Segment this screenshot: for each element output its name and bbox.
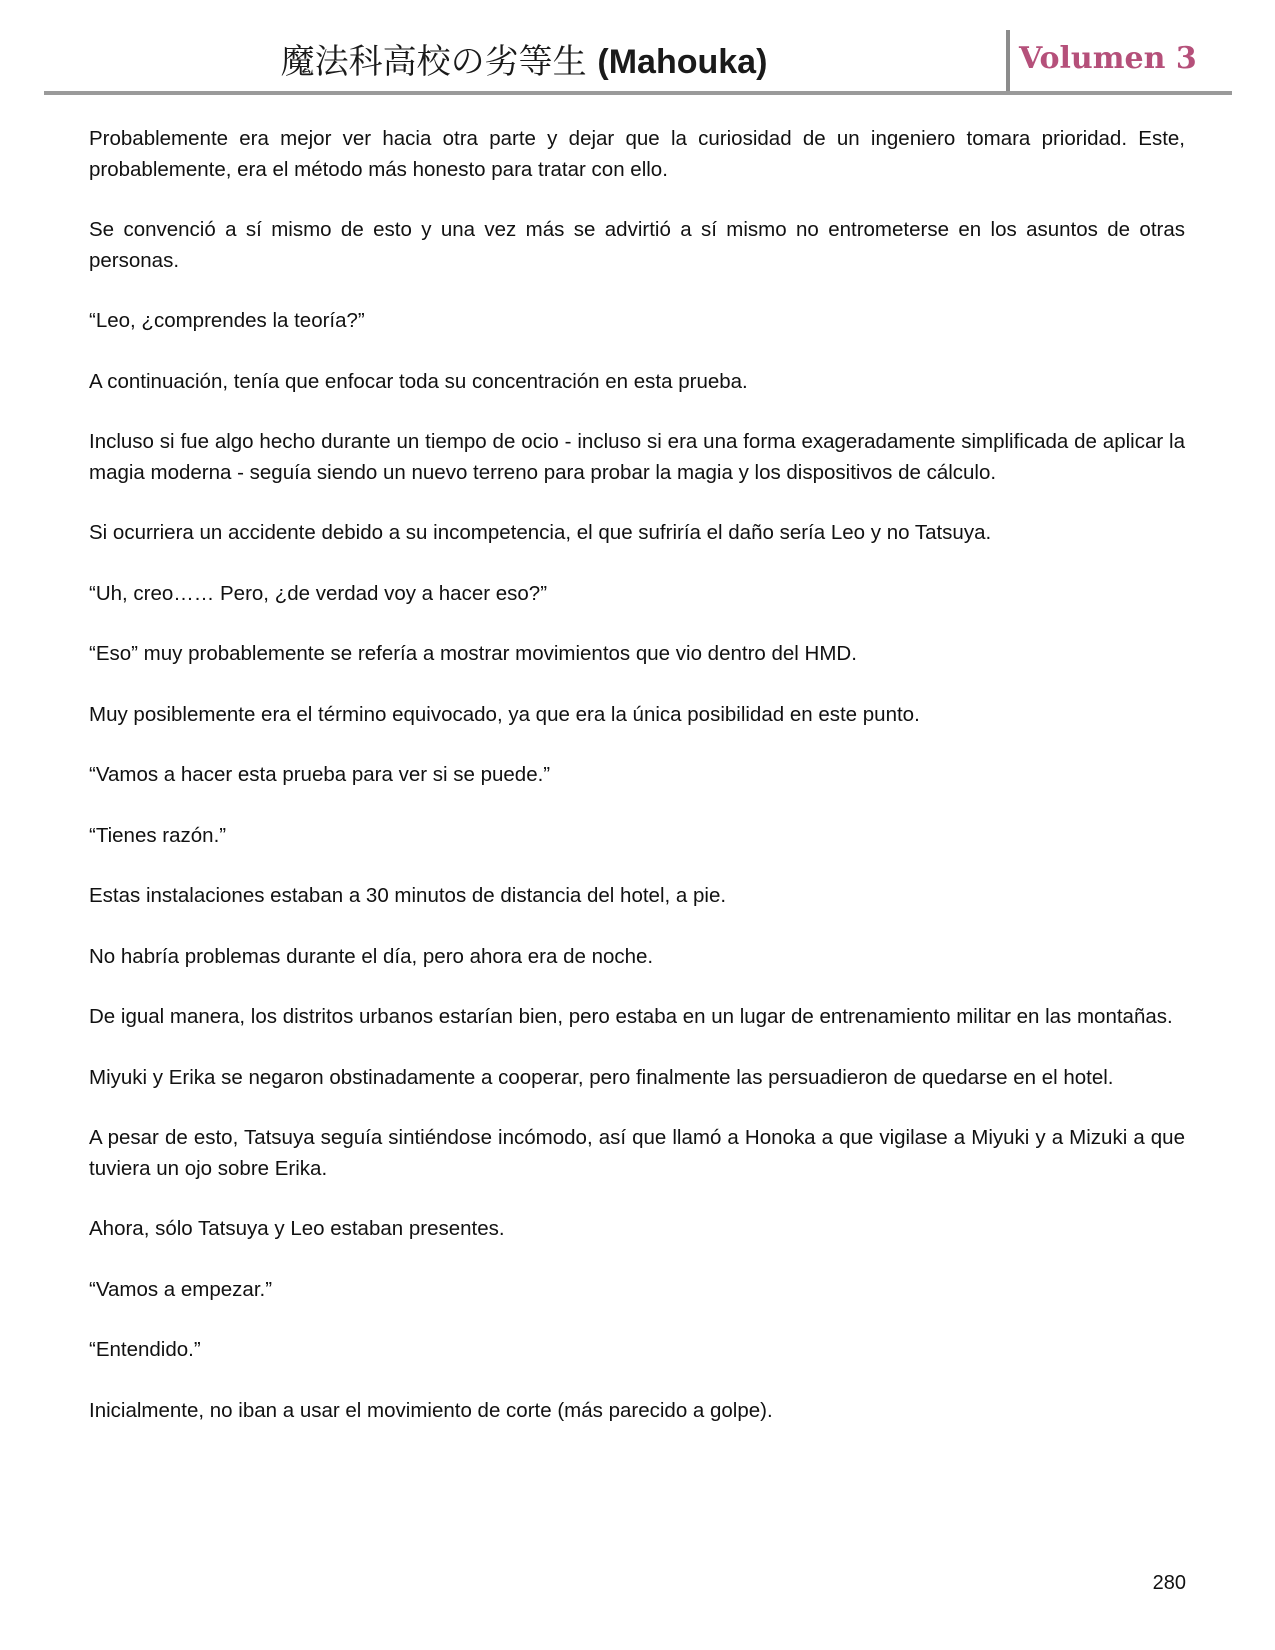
paragraph: “Eso” muy probablemente se refería a mostrar movimientos que vio dentro del HMD. [89, 642, 857, 665]
paragraph: Incluso si fue algo hecho durante un tiempo de ocio - incluso si era una forma exageradamente simplificada de aplicar la magia moderna - seguía siendo un nuevo terreno para probar la magia y los dispositivos de cálculo. [89, 430, 1185, 484]
header-volume: Volumen 3 [1019, 41, 1197, 76]
page-header [44, 30, 1232, 94]
paragraph: A continuación, tenía que enfocar toda su concentración en esta prueba. [89, 369, 748, 393]
paragraph: “Vamos a empezar.” [89, 1277, 273, 1301]
paragraph: “Uh, creo…… Pero, ¿de verdad voy a hacer eso?” [89, 581, 548, 605]
paragraph: Estas instalaciones estaban a 30 minutos de distancia del hotel, a pie. [89, 884, 727, 907]
paragraph: “Leo, ¿comprendes la teoría?” [89, 309, 365, 332]
header-rule [44, 91, 1232, 95]
paragraph: De igual manera, los distritos urbanos estarían bien, pero estaba en un lugar de entrenamiento militar en las montañas. [89, 1005, 1173, 1028]
paragraph: Miyuki y Erika se negaron obstinadamente a cooperar, pero finalmente las persuadieron de quedarse en el hotel. [89, 1065, 1114, 1089]
header-divider [1006, 30, 1010, 92]
page-number: 280 [1152, 1572, 1186, 1594]
paragraph: A pesar de esto, Tatsuya seguía sintiéndose incómodo, así que llamó a Honoka a que vigilase a Miyuki y a Mizuki a que tuviera un ojo sobre Erika. [89, 1126, 1185, 1180]
paragraph: No habría problemas durante el día, pero ahora era de noche. [89, 944, 654, 968]
header-title-latin: (Mahouka) [597, 43, 768, 81]
paragraph: Probablemente era mejor ver hacia otra parte y dejar que la curiosidad de un ingeniero tomara prioridad. Este, probablemente, era el método más honesto para tratar con ello. [89, 127, 1185, 181]
paragraph: Si ocurriera un accidente debido a su incompetencia, el que sufriría el daño sería Leo y no Tatsuya. [89, 521, 992, 544]
paragraph: Se convenció a sí mismo de esto y una vez más se advirtió a sí mismo no entrometerse en los asuntos de otras personas. [89, 218, 1185, 272]
paragraph: Inicialmente, no iban a usar el movimiento de corte (más parecido a golpe). [89, 1398, 773, 1422]
paragraph: Ahora, sólo Tatsuya y Leo estaban presentes. [89, 1217, 505, 1240]
header-title [44, 40, 1004, 84]
paragraph: “Vamos a hacer esta prueba para ver si se puede.” [89, 763, 551, 786]
paragraph: “Entendido.” [89, 1338, 201, 1361]
header-title-japanese: 魔法科高校の劣等生 [280, 42, 587, 82]
paragraph: Muy posiblemente era el término equivocado, ya que era la única posibilidad en este punto. [89, 702, 920, 726]
paragraph: “Tienes razón.” [89, 823, 227, 847]
page-body [89, 124, 1185, 1456]
